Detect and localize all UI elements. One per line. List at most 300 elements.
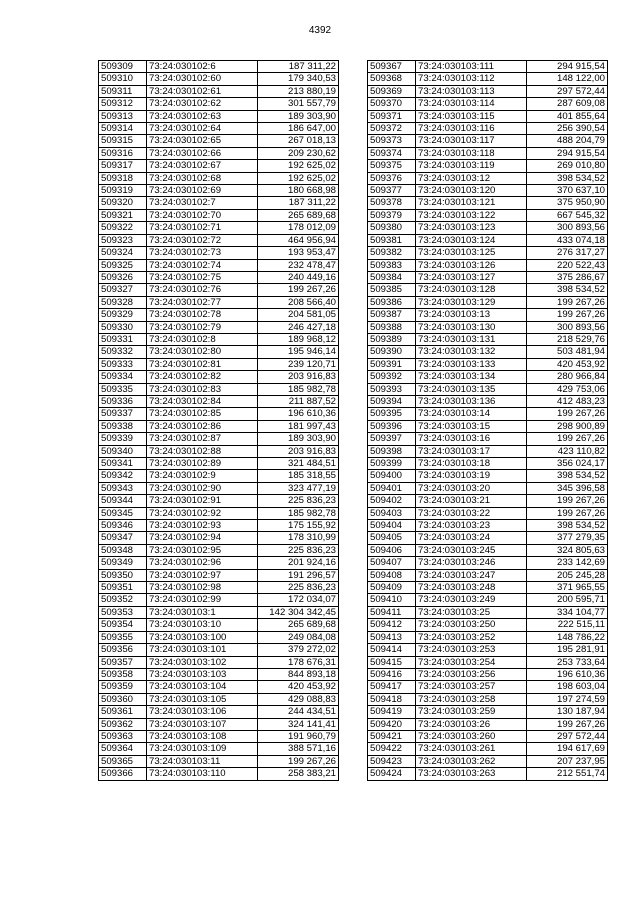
table-row — [99, 296, 339, 308]
row-number-cell: 509375 — [368, 160, 416, 172]
row-number-cell: 509372 — [368, 123, 416, 135]
value-cell: 280 966,84 — [527, 371, 608, 383]
table-row — [99, 371, 339, 383]
row-number-cell: 509382 — [368, 247, 416, 259]
cadastral-number-cell: 73:24:030103:14 — [416, 408, 527, 420]
row-number-cell: 509388 — [368, 321, 416, 333]
value-cell: 199 267,26 — [527, 718, 608, 730]
value-cell: 189 303,90 — [258, 110, 339, 122]
value-cell: 356 024,17 — [527, 458, 608, 470]
table-row — [99, 730, 339, 742]
cadastral-number-cell: 73:24:030103:261 — [416, 743, 527, 755]
cadastral-number-cell: 73:24:030103:102 — [147, 656, 258, 668]
table-row — [368, 383, 608, 395]
row-number-cell: 509404 — [368, 520, 416, 532]
row-number-cell: 509352 — [99, 594, 147, 606]
cadastral-number-cell: 73:24:030102:61 — [147, 85, 258, 97]
row-number-cell: 509400 — [368, 470, 416, 482]
table-row — [368, 85, 608, 97]
row-number-cell: 509397 — [368, 433, 416, 445]
table-row — [99, 123, 339, 135]
value-cell: 130 187,94 — [527, 706, 608, 718]
table-row — [368, 668, 608, 680]
cadastral-number-cell: 73:24:030102:88 — [147, 445, 258, 457]
row-number-cell: 509417 — [368, 681, 416, 693]
row-number-cell: 509361 — [99, 706, 147, 718]
row-number-cell: 509346 — [99, 520, 147, 532]
value-cell: 401 855,64 — [527, 110, 608, 122]
row-number-cell: 509367 — [368, 61, 416, 73]
table-row — [99, 668, 339, 680]
cadastral-number-cell: 73:24:030103:113 — [416, 85, 527, 97]
cadastral-number-cell: 73:24:030102:77 — [147, 296, 258, 308]
row-number-cell: 509358 — [99, 668, 147, 680]
value-cell: 195 281,91 — [527, 644, 608, 656]
value-cell: 198 603,04 — [527, 681, 608, 693]
cadastral-number-cell: 73:24:030103:128 — [416, 284, 527, 296]
value-cell: 287 609,08 — [527, 98, 608, 110]
table-row — [99, 309, 339, 321]
registry-table-right — [367, 60, 608, 781]
value-cell: 297 572,44 — [527, 730, 608, 742]
value-cell: 398 534,52 — [527, 284, 608, 296]
row-number-cell: 509423 — [368, 755, 416, 767]
value-cell: 192 625,02 — [258, 160, 339, 172]
row-number-cell: 509410 — [368, 594, 416, 606]
value-cell: 178 676,31 — [258, 656, 339, 668]
value-cell: 189 303,90 — [258, 433, 339, 445]
row-number-cell: 509341 — [99, 458, 147, 470]
value-cell: 269 010,80 — [527, 160, 608, 172]
table-row — [99, 470, 339, 482]
cadastral-number-cell: 73:24:030102:67 — [147, 160, 258, 172]
table-row — [99, 247, 339, 259]
row-number-cell: 509348 — [99, 544, 147, 556]
value-cell: 196 610,36 — [258, 408, 339, 420]
table-row — [99, 768, 339, 780]
row-number-cell: 509345 — [99, 507, 147, 519]
cadastral-number-cell: 73:24:030103:135 — [416, 383, 527, 395]
cadastral-number-cell: 73:24:030103:111 — [416, 61, 527, 73]
table-row — [99, 383, 339, 395]
table-row — [368, 644, 608, 656]
row-number-cell: 509344 — [99, 495, 147, 507]
cadastral-number-cell: 73:24:030102:9 — [147, 470, 258, 482]
table-row — [99, 495, 339, 507]
cadastral-number-cell: 73:24:030103:245 — [416, 544, 527, 556]
value-cell: 300 893,56 — [527, 222, 608, 234]
value-cell: 298 900,89 — [527, 420, 608, 432]
value-cell: 375 950,90 — [527, 197, 608, 209]
value-cell: 199 267,26 — [527, 507, 608, 519]
row-number-cell: 509392 — [368, 371, 416, 383]
value-cell: 297 572,44 — [527, 85, 608, 97]
value-cell: 398 534,52 — [527, 172, 608, 184]
cadastral-number-cell: 73:24:030103:130 — [416, 321, 527, 333]
cadastral-number-cell: 73:24:030103:106 — [147, 706, 258, 718]
cadastral-number-cell: 73:24:030103:108 — [147, 730, 258, 742]
table-row — [368, 333, 608, 345]
row-number-cell: 509389 — [368, 333, 416, 345]
value-cell: 249 084,08 — [258, 631, 339, 643]
cadastral-number-cell: 73:24:030102:73 — [147, 247, 258, 259]
row-number-cell: 509309 — [99, 61, 147, 73]
table-row — [368, 681, 608, 693]
table-row — [99, 234, 339, 246]
cadastral-number-cell: 73:24:030103:250 — [416, 619, 527, 631]
cadastral-number-cell: 73:24:030103:115 — [416, 110, 527, 122]
cadastral-number-cell: 73:24:030103:101 — [147, 644, 258, 656]
cadastral-number-cell: 73:24:030102:84 — [147, 395, 258, 407]
cadastral-number-cell: 73:24:030102:94 — [147, 532, 258, 544]
table-row — [99, 160, 339, 172]
table-row — [99, 147, 339, 159]
table-row — [368, 656, 608, 668]
value-cell: 246 427,18 — [258, 321, 339, 333]
value-cell: 203 916,83 — [258, 371, 339, 383]
row-number-cell: 509383 — [368, 259, 416, 271]
value-cell: 240 449,16 — [258, 271, 339, 283]
row-number-cell: 509379 — [368, 209, 416, 221]
value-cell: 178 012,09 — [258, 222, 339, 234]
row-number-cell: 509399 — [368, 458, 416, 470]
value-cell: 345 396,58 — [527, 482, 608, 494]
value-cell: 420 453,92 — [527, 358, 608, 370]
row-number-cell: 509338 — [99, 420, 147, 432]
cadastral-number-cell: 73:24:030103:260 — [416, 730, 527, 742]
table-row — [368, 582, 608, 594]
table-row — [99, 73, 339, 85]
table-row — [99, 569, 339, 581]
row-number-cell: 509359 — [99, 681, 147, 693]
cadastral-number-cell: 73:24:030102:8 — [147, 333, 258, 345]
value-cell: 398 534,52 — [527, 520, 608, 532]
row-number-cell: 509378 — [368, 197, 416, 209]
cadastral-number-cell: 73:24:030103:17 — [416, 445, 527, 457]
table-row — [99, 98, 339, 110]
row-number-cell: 509318 — [99, 172, 147, 184]
row-number-cell: 509384 — [368, 271, 416, 283]
row-number-cell: 509330 — [99, 321, 147, 333]
value-cell: 199 267,26 — [258, 755, 339, 767]
value-cell: 276 317,27 — [527, 247, 608, 259]
value-cell: 186 647,00 — [258, 123, 339, 135]
row-number-cell: 509340 — [99, 445, 147, 457]
cadastral-number-cell: 73:24:030102:63 — [147, 110, 258, 122]
table-row — [368, 135, 608, 147]
table-row — [368, 147, 608, 159]
row-number-cell: 509424 — [368, 768, 416, 780]
cadastral-number-cell: 73:24:030103:262 — [416, 755, 527, 767]
cadastral-number-cell: 73:24:030103:110 — [147, 768, 258, 780]
value-cell: 201 924,16 — [258, 557, 339, 569]
value-cell: 256 390,54 — [527, 123, 608, 135]
cadastral-number-cell: 73:24:030102:75 — [147, 271, 258, 283]
table-row — [368, 110, 608, 122]
cadastral-number-cell: 73:24:030103:103 — [147, 668, 258, 680]
row-number-cell: 509326 — [99, 271, 147, 283]
table-row — [368, 445, 608, 457]
value-cell: 148 786,22 — [527, 631, 608, 643]
value-cell: 258 383,21 — [258, 768, 339, 780]
cadastral-number-cell: 73:24:030103:100 — [147, 631, 258, 643]
row-number-cell: 509323 — [99, 234, 147, 246]
table-row — [368, 507, 608, 519]
row-number-cell: 509351 — [99, 582, 147, 594]
row-number-cell: 509356 — [99, 644, 147, 656]
row-number-cell: 509337 — [99, 408, 147, 420]
value-cell: 172 034,07 — [258, 594, 339, 606]
cadastral-number-cell: 73:24:030103:249 — [416, 594, 527, 606]
value-cell: 199 267,26 — [527, 296, 608, 308]
row-number-cell: 509365 — [99, 755, 147, 767]
value-cell: 185 982,78 — [258, 507, 339, 519]
cadastral-number-cell: 73:24:030102:6 — [147, 61, 258, 73]
row-number-cell: 509385 — [368, 284, 416, 296]
registry-table-left — [98, 60, 339, 781]
row-number-cell: 509335 — [99, 383, 147, 395]
cadastral-number-cell: 73:24:030102:90 — [147, 482, 258, 494]
row-number-cell: 509419 — [368, 706, 416, 718]
value-cell: 175 155,92 — [258, 520, 339, 532]
value-cell: 334 104,77 — [527, 606, 608, 618]
cadastral-number-cell: 73:24:030103:25 — [416, 606, 527, 618]
value-cell: 388 571,16 — [258, 743, 339, 755]
value-cell: 200 595,71 — [527, 594, 608, 606]
row-number-cell: 509387 — [368, 309, 416, 321]
cadastral-number-cell: 73:24:030102:83 — [147, 383, 258, 395]
table-row — [99, 259, 339, 271]
table-row — [99, 557, 339, 569]
cadastral-number-cell: 73:24:030102:81 — [147, 358, 258, 370]
row-number-cell: 509380 — [368, 222, 416, 234]
value-cell: 377 279,35 — [527, 532, 608, 544]
row-number-cell: 509349 — [99, 557, 147, 569]
page-number: 4392 — [308, 25, 332, 36]
table-row — [368, 197, 608, 209]
table-row — [99, 135, 339, 147]
cadastral-number-cell: 73:24:030102:99 — [147, 594, 258, 606]
cadastral-number-cell: 73:24:030103:118 — [416, 147, 527, 159]
cadastral-number-cell: 73:24:030102:93 — [147, 520, 258, 532]
row-number-cell: 509310 — [99, 73, 147, 85]
table-row — [368, 234, 608, 246]
table-row — [99, 743, 339, 755]
row-number-cell: 509315 — [99, 135, 147, 147]
table-row — [99, 346, 339, 358]
table-row — [99, 482, 339, 494]
row-number-cell: 509320 — [99, 197, 147, 209]
cadastral-number-cell: 73:24:030102:62 — [147, 98, 258, 110]
value-cell: 379 272,02 — [258, 644, 339, 656]
row-number-cell: 509370 — [368, 98, 416, 110]
row-number-cell: 509415 — [368, 656, 416, 668]
row-number-cell: 509421 — [368, 730, 416, 742]
cadastral-number-cell: 73:24:030102:72 — [147, 234, 258, 246]
cadastral-number-cell: 73:24:030103:112 — [416, 73, 527, 85]
table-row — [99, 271, 339, 283]
cadastral-number-cell: 73:24:030102:85 — [147, 408, 258, 420]
row-number-cell: 509369 — [368, 85, 416, 97]
table-row — [368, 495, 608, 507]
cadastral-number-cell: 73:24:030103:119 — [416, 160, 527, 172]
value-cell: 294 915,54 — [527, 147, 608, 159]
value-cell: 253 733,64 — [527, 656, 608, 668]
registry-table-right-body — [368, 61, 608, 781]
cadastral-number-cell: 73:24:030103:20 — [416, 482, 527, 494]
row-number-cell: 509403 — [368, 507, 416, 519]
table-row — [368, 259, 608, 271]
row-number-cell: 509418 — [368, 693, 416, 705]
cadastral-number-cell: 73:24:030103:18 — [416, 458, 527, 470]
value-cell: 203 916,83 — [258, 445, 339, 457]
table-row — [99, 222, 339, 234]
value-cell: 185 982,78 — [258, 383, 339, 395]
table-row — [99, 755, 339, 767]
cadastral-number-cell: 73:24:030103:12 — [416, 172, 527, 184]
row-number-cell: 509331 — [99, 333, 147, 345]
value-cell: 178 310,99 — [258, 532, 339, 544]
cadastral-number-cell: 73:24:030103:21 — [416, 495, 527, 507]
cadastral-number-cell: 73:24:030102:87 — [147, 433, 258, 445]
value-cell: 222 515,11 — [527, 619, 608, 631]
row-number-cell: 509401 — [368, 482, 416, 494]
row-number-cell: 509312 — [99, 98, 147, 110]
value-cell: 464 956,94 — [258, 234, 339, 246]
table-row — [99, 706, 339, 718]
table-row — [368, 693, 608, 705]
row-number-cell: 509376 — [368, 172, 416, 184]
value-cell: 265 689,68 — [258, 619, 339, 631]
cadastral-number-cell: 73:24:030102:86 — [147, 420, 258, 432]
table-row — [368, 395, 608, 407]
value-cell: 267 018,13 — [258, 135, 339, 147]
value-cell: 193 953,47 — [258, 247, 339, 259]
table-row — [368, 606, 608, 618]
cadastral-number-cell: 73:24:030102:71 — [147, 222, 258, 234]
table-row — [99, 631, 339, 643]
cadastral-number-cell: 73:24:030102:82 — [147, 371, 258, 383]
cadastral-number-cell: 73:24:030103:16 — [416, 433, 527, 445]
value-cell: 218 529,76 — [527, 333, 608, 345]
cadastral-number-cell: 73:24:030102:97 — [147, 569, 258, 581]
cadastral-number-cell: 73:24:030103:24 — [416, 532, 527, 544]
value-cell: 301 557,79 — [258, 98, 339, 110]
table-row — [99, 197, 339, 209]
cadastral-number-cell: 73:24:030103:125 — [416, 247, 527, 259]
table-row — [368, 520, 608, 532]
cadastral-number-cell: 73:24:030103:247 — [416, 569, 527, 581]
row-number-cell: 509314 — [99, 123, 147, 135]
table-row — [99, 445, 339, 457]
cadastral-number-cell: 73:24:030103:253 — [416, 644, 527, 656]
row-number-cell: 509316 — [99, 147, 147, 159]
table-row — [368, 321, 608, 333]
cadastral-number-cell: 73:24:030102:95 — [147, 544, 258, 556]
table-row — [99, 209, 339, 221]
cadastral-number-cell: 73:24:030103:22 — [416, 507, 527, 519]
value-cell: 323 477,19 — [258, 482, 339, 494]
table-row — [368, 631, 608, 643]
cadastral-number-cell: 73:24:030102:69 — [147, 185, 258, 197]
cadastral-number-cell: 73:24:030103:131 — [416, 333, 527, 345]
table-row — [368, 569, 608, 581]
value-cell: 239 120,71 — [258, 358, 339, 370]
table-row — [368, 594, 608, 606]
table-row — [99, 606, 339, 618]
row-number-cell: 509373 — [368, 135, 416, 147]
table-row — [99, 284, 339, 296]
row-number-cell: 509333 — [99, 358, 147, 370]
row-number-cell: 509381 — [368, 234, 416, 246]
table-row — [99, 582, 339, 594]
cadastral-number-cell: 73:24:030103:10 — [147, 619, 258, 631]
cadastral-number-cell: 73:24:030103:123 — [416, 222, 527, 234]
row-number-cell: 509366 — [99, 768, 147, 780]
row-number-cell: 509360 — [99, 693, 147, 705]
table-row — [368, 98, 608, 110]
value-cell: 370 637,10 — [527, 185, 608, 197]
row-number-cell: 509406 — [368, 544, 416, 556]
cadastral-number-cell: 73:24:030103:134 — [416, 371, 527, 383]
row-number-cell: 509374 — [368, 147, 416, 159]
cadastral-number-cell: 73:24:030103:19 — [416, 470, 527, 482]
table-row — [99, 85, 339, 97]
row-number-cell: 509325 — [99, 259, 147, 271]
table-row — [368, 420, 608, 432]
row-number-cell: 509334 — [99, 371, 147, 383]
cadastral-number-cell: 73:24:030103:126 — [416, 259, 527, 271]
table-row — [368, 544, 608, 556]
table-row — [368, 284, 608, 296]
cadastral-number-cell: 73:24:030103:256 — [416, 668, 527, 680]
value-cell: 191 960,79 — [258, 730, 339, 742]
row-number-cell: 509420 — [368, 718, 416, 730]
row-number-cell: 509396 — [368, 420, 416, 432]
value-cell: 844 893,18 — [258, 668, 339, 680]
row-number-cell: 509368 — [368, 73, 416, 85]
row-number-cell: 509317 — [99, 160, 147, 172]
table-row — [99, 681, 339, 693]
table-row — [368, 371, 608, 383]
table-row — [368, 706, 608, 718]
value-cell: 420 453,92 — [258, 681, 339, 693]
cadastral-number-cell: 73:24:030103:122 — [416, 209, 527, 221]
row-number-cell: 509371 — [368, 110, 416, 122]
row-number-cell: 509394 — [368, 395, 416, 407]
value-cell: 199 267,26 — [527, 408, 608, 420]
table-row — [99, 358, 339, 370]
value-cell: 488 204,79 — [527, 135, 608, 147]
cadastral-number-cell: 73:24:030103:127 — [416, 271, 527, 283]
cadastral-number-cell: 73:24:030103:252 — [416, 631, 527, 643]
table-row — [99, 321, 339, 333]
value-cell: 220 522,43 — [527, 259, 608, 271]
row-number-cell: 509391 — [368, 358, 416, 370]
table-row — [99, 594, 339, 606]
table-row — [368, 470, 608, 482]
row-number-cell: 509357 — [99, 656, 147, 668]
value-cell: 233 142,69 — [527, 557, 608, 569]
table-row — [368, 73, 608, 85]
cadastral-number-cell: 73:24:030103:117 — [416, 135, 527, 147]
table-row — [368, 185, 608, 197]
row-number-cell: 509343 — [99, 482, 147, 494]
table-row — [99, 644, 339, 656]
cadastral-number-cell: 73:24:030102:91 — [147, 495, 258, 507]
value-cell: 225 836,23 — [258, 544, 339, 556]
row-number-cell: 509407 — [368, 557, 416, 569]
